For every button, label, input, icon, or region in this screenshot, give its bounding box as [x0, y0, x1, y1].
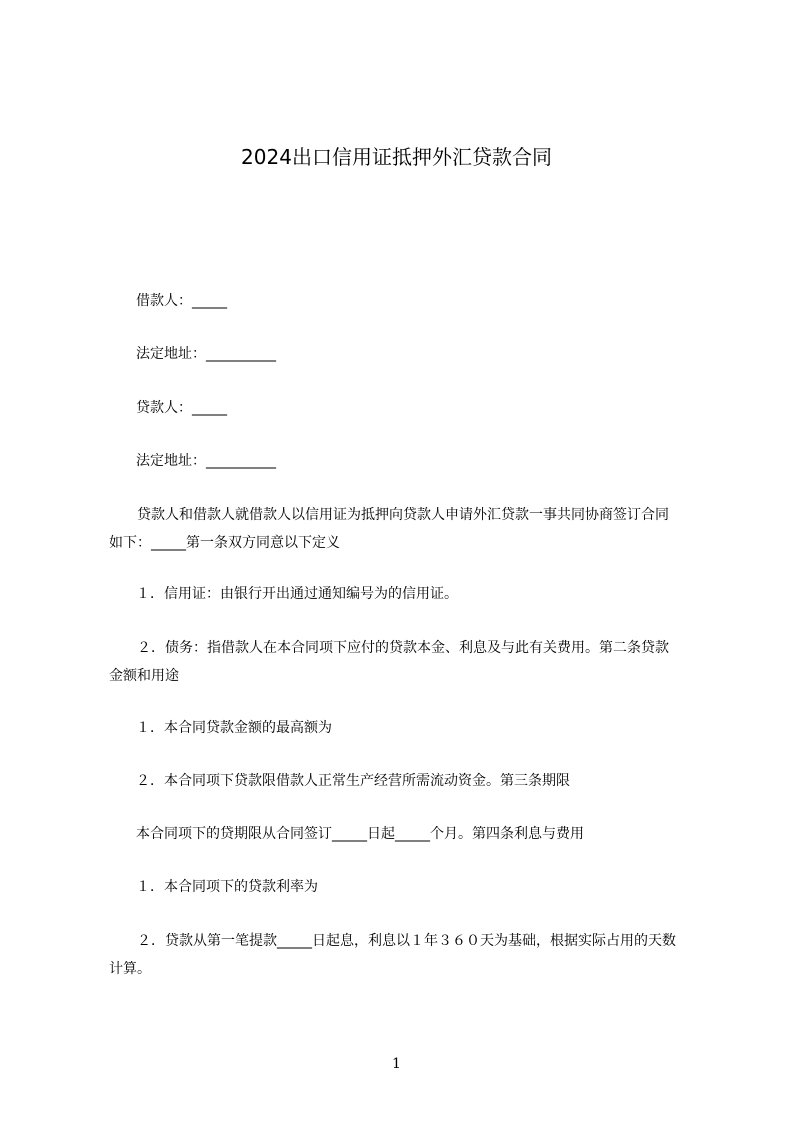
borrower-line: 借款人：_____ — [136, 293, 227, 309]
borrower-address-line: 法定地址：__________ — [136, 346, 276, 362]
lender-line: 贷款人：_____ — [136, 400, 227, 416]
loan-term-clause: 本合同项下的贷期限从合同签订_____日起_____个月。第四条利息与费用 — [136, 826, 584, 842]
document-title: 2024出口信用证抵押外汇贷款合同 — [241, 145, 552, 169]
lender-address-line: 法定地址：__________ — [136, 453, 276, 469]
page-number: 1 — [392, 1056, 401, 1072]
preamble-paragraph: 贷款人和借款人就借款人以信用证为抵押向贷款人申请外汇贷款一事共同协商签订合同如下：_____第一条双方同意以下定义 — [109, 507, 669, 551]
definition-debt: ２．债务：指借款人在本合同项下应付的贷款本金、利息及与此有关费用。第二条贷款金额和用途 — [109, 640, 669, 684]
loan-amount-clause: １．本合同贷款金额的最高额为 — [136, 720, 332, 736]
interest-calculation-clause: ２．贷款从第一笔提款_____日起息，利息以１年３６０天为基础，根据实际占用的天数计算。 — [109, 933, 676, 977]
loan-purpose-clause: ２．本合同项下贷款限借款人正常生产经营所需流动资金。第三条期限 — [136, 773, 570, 789]
interest-rate-clause: １．本合同项下的贷款利率为 — [136, 879, 318, 895]
definition-letter-of-credit: １．信用证：由银行开出通过通知编号为的信用证。 — [136, 586, 458, 602]
